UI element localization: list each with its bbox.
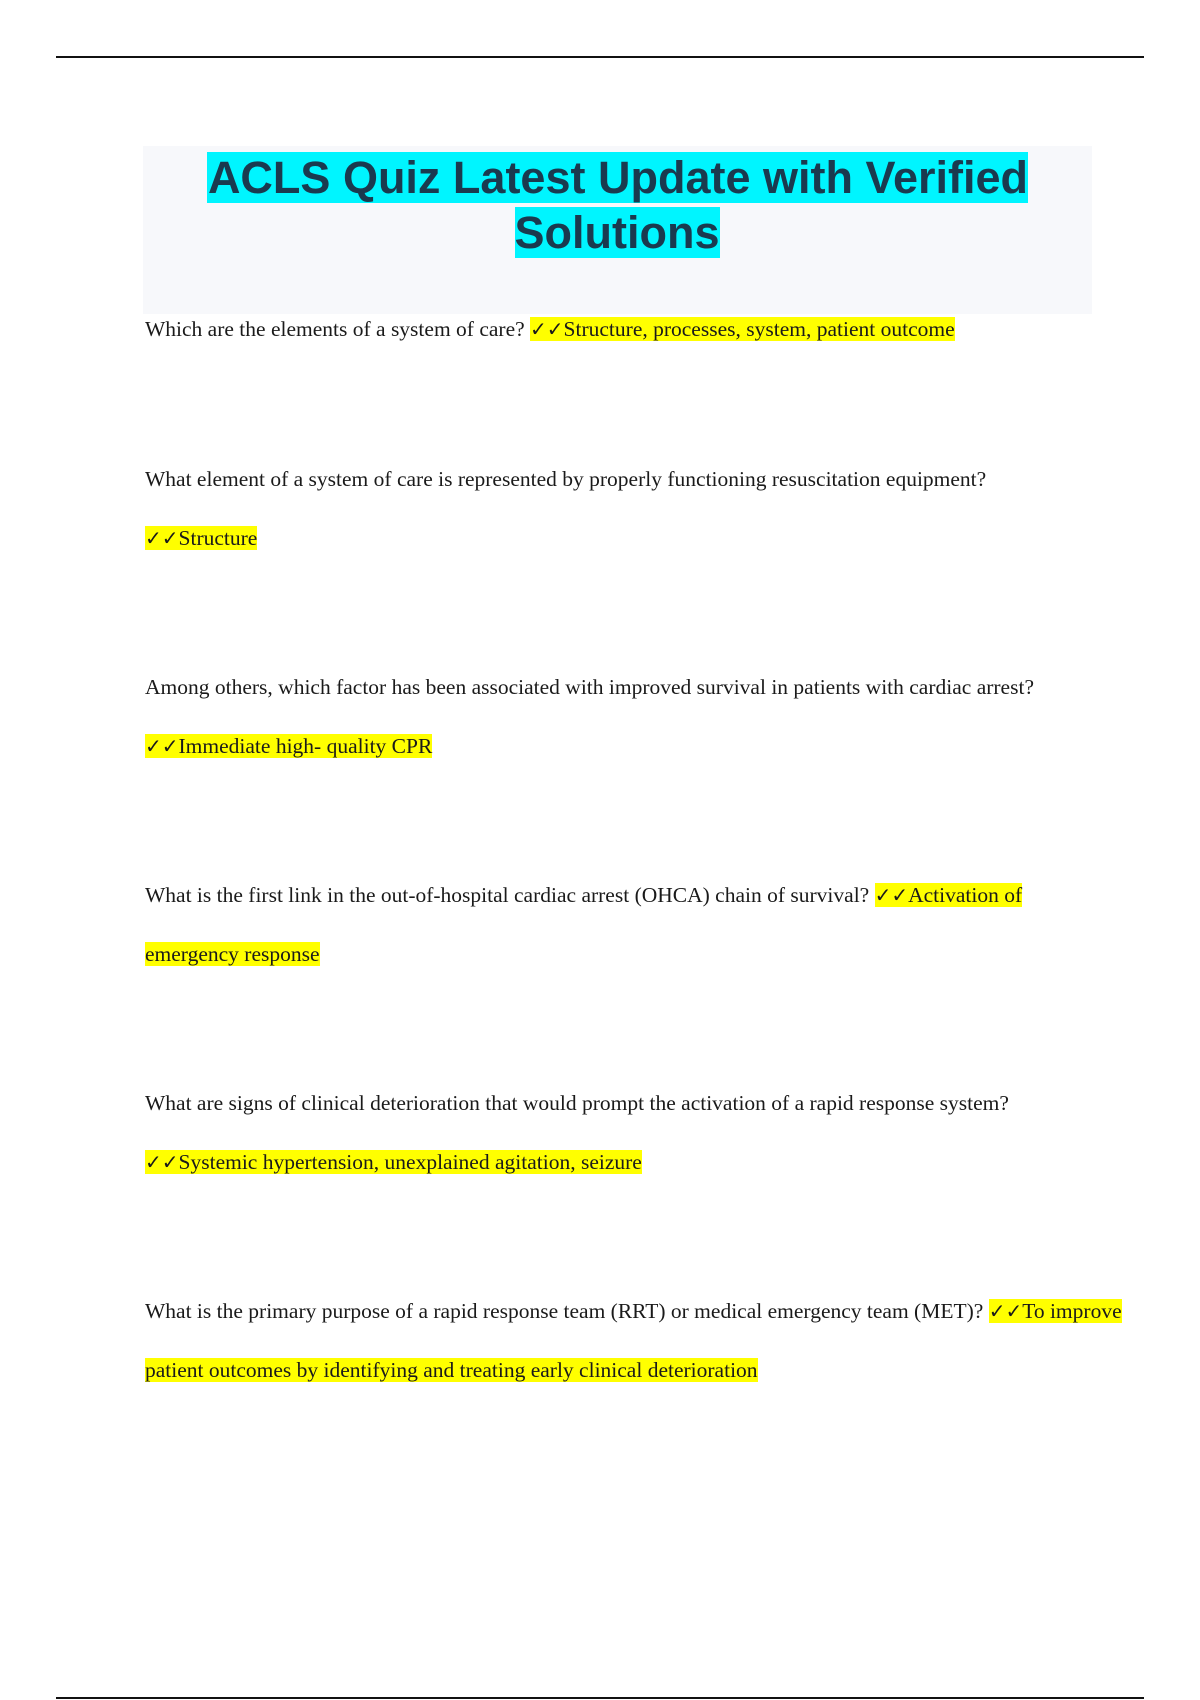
- qa-item-6: [145, 1282, 1145, 1400]
- title-highlight: ACLS Quiz Latest Update with Verified Solutions: [207, 152, 1029, 258]
- footer-rule: [56, 1697, 1144, 1699]
- answer-highlight: [145, 1150, 642, 1174]
- check-mark-icon: ✓✓: [874, 883, 909, 907]
- question-text: Which are the elements of a system of care?: [145, 317, 525, 341]
- answer-text: Structure, processes, system, patient outcome: [563, 317, 955, 341]
- answer-highlight: [145, 734, 432, 758]
- question-text: What is the first link in the out-of-hospital cardiac arrest (OHCA) chain of survival?: [145, 883, 870, 907]
- header-rule: [56, 56, 1144, 58]
- question-text: What are signs of clinical deterioration that would prompt the activation of a rapid response system?: [145, 1091, 1009, 1115]
- question-text: What element of a system of care is represented by properly functioning resuscitation equipment?: [145, 467, 987, 491]
- answer-text: Structure: [178, 526, 258, 550]
- document-title: [143, 150, 1092, 260]
- answer-text: Activation of emergency response: [145, 883, 1023, 966]
- check-mark-icon: ✓✓: [530, 317, 564, 341]
- answer-highlight: [530, 317, 955, 341]
- check-mark-icon: ✓✓: [988, 1299, 1023, 1323]
- question-text: Among others, which factor has been associated with improved survival in patients with cardiac arrest?: [145, 675, 1034, 699]
- answer-text: Systemic hypertension, unexplained agitation, seizure: [178, 1150, 642, 1174]
- qa-item-5: [145, 1074, 1085, 1192]
- check-mark-icon: ✓✓: [145, 734, 179, 758]
- answer-text: Immediate high- quality CPR: [178, 734, 433, 758]
- qa-item-3: [145, 658, 1105, 776]
- answer-highlight: [145, 526, 257, 550]
- qa-item-2: [145, 450, 1085, 568]
- check-mark-icon: ✓✓: [145, 526, 179, 550]
- qa-item-4: [145, 866, 1085, 984]
- qa-item-1: [145, 300, 1145, 359]
- question-text: What is the primary purpose of a rapid response team (RRT) or medical emergency team (MET)?: [145, 1299, 984, 1323]
- title-block: [143, 146, 1092, 314]
- check-mark-icon: ✓✓: [145, 1150, 179, 1174]
- answer-text: To improve patient outcomes by identifying and treating early clinical deterioration: [145, 1299, 1122, 1382]
